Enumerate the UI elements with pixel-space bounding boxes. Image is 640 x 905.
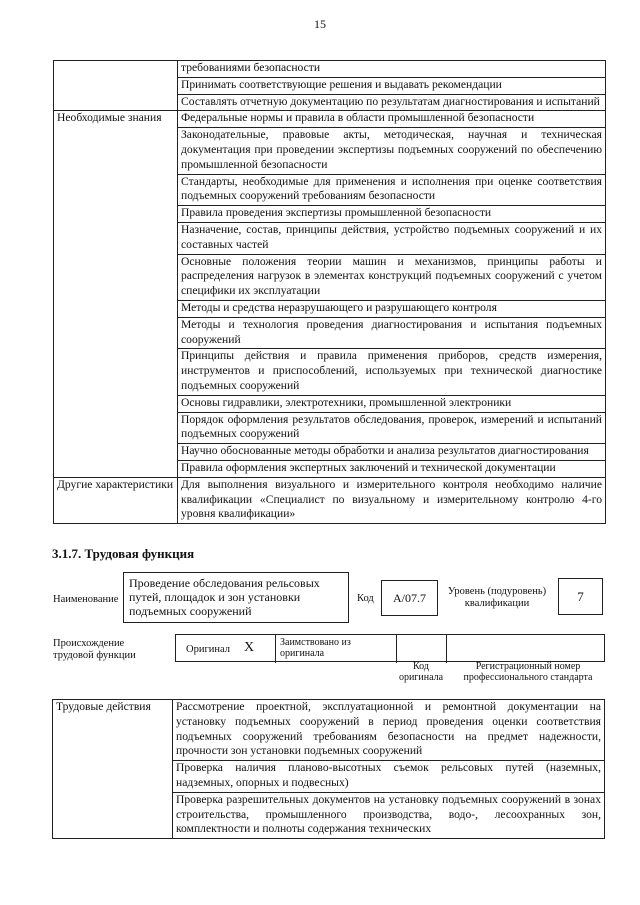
row-item: Методы и технология проведения диагностирования и испытания подъемных сооружений xyxy=(178,317,606,349)
code-label: Код xyxy=(357,593,374,604)
origin-divider-1 xyxy=(275,635,276,663)
origin-divider-2 xyxy=(396,635,397,663)
row-item: Основные положения теории машин и механизмов, принципы работы и распределения нагрузок в элементах конструкций подъемных сооружений с учетом специфики их эксплуатации xyxy=(178,254,606,300)
row-item: Составлять отчетную документацию по результатам диагностирования и испытаний xyxy=(178,94,606,111)
row-item: Научно обоснованные методы обработки и анализа результатов диагностирования xyxy=(178,444,606,461)
borrowed-label: Заимствовано из оригинала xyxy=(280,637,351,659)
row-item: Правила проведения экспертизы промышленной безопасности xyxy=(178,206,606,223)
level-value: 7 xyxy=(577,589,584,604)
level-label: Уровень (подуровень) квалификации xyxy=(447,586,547,609)
row-item: Федеральные нормы и правила в области промышленной безопасности xyxy=(178,111,606,128)
table-row xyxy=(54,477,606,523)
reg-caption: Регистрационный номер профессионального стандарта xyxy=(463,661,593,683)
table-row xyxy=(54,61,606,78)
page-number: 15 xyxy=(314,17,326,31)
table-row xyxy=(54,111,606,128)
requirements-table xyxy=(53,60,606,524)
function-name-box xyxy=(123,572,349,623)
row-item: Проверка наличия планово-высотных съемок рельсовых путей (наземных, надземных, опорных и подвесных) xyxy=(173,761,605,793)
row-item: Основы гидравлики, электротехники, промышленной электроники xyxy=(178,395,606,412)
actions-table xyxy=(52,699,605,839)
origin-divider-3 xyxy=(446,635,447,663)
name-label: Наименование xyxy=(53,594,119,605)
row-label xyxy=(54,61,178,111)
function-name: Проведение обследования рельсовых путей, площадок и зон установки подъемных сооружений xyxy=(129,576,320,618)
row-item: Принимать соответствующие решения и выдавать рекомендации xyxy=(178,77,606,94)
row-item: Методы и средства неразрушающего и разрушающего контроля xyxy=(178,300,606,317)
row-item: Рассмотрение проектной, эксплуатационной и ремонтной документации на установку подъемных сооружений в период проведения оценки соответствия подъемных сооружений требованиям безопасности на предмет надежности, прочности зон установки подъемных сооружений xyxy=(173,700,605,761)
row-label: Другие характеристики xyxy=(54,477,178,523)
origin-label: Происхождение трудовой функции xyxy=(53,638,136,661)
row-label: Трудовые действия xyxy=(53,700,173,839)
original-label: Оригинал xyxy=(186,644,230,655)
original-mark: X xyxy=(244,640,255,655)
code-box xyxy=(381,580,438,616)
origin-row xyxy=(175,634,605,662)
row-label: Необходимые знания xyxy=(54,111,178,477)
row-item: Назначение, состав, принципы действия, устройство подъемных сооружений и их составных частей xyxy=(178,222,606,254)
code-value: А/07.7 xyxy=(393,591,426,605)
row-item: Порядок оформления результатов обследования, проверок, измерений и испытаний подъемных сооружений xyxy=(178,412,606,444)
row-item: Проверка разрешительных документов на установку подъемных сооружений в зонах строительства, промышленного производства, водо-, лесоохранных зон, комплектности и полноты содержания технических xyxy=(173,792,605,838)
row-item: Для выполнения визуального и измерительного контроля необходимо наличие квалификации «Специалист по визуальному и измерительному контролю 4-го уровня квалификации» xyxy=(178,477,606,523)
code-caption: Код оригинала xyxy=(398,661,444,683)
row-item: Принципы действия и правила применения приборов, средств измерения, инструментов и приспособлений, используемых при технической диагностике подъемных сооружений xyxy=(178,349,606,395)
row-item: Правила оформления экспертных заключений и технической документации xyxy=(178,460,606,477)
table-row xyxy=(53,700,605,761)
level-box xyxy=(558,578,603,615)
row-item: Стандарты, необходимые для применения и исполнения при оценке соответствия подъемных сооружений требованиям безопасности xyxy=(178,174,606,206)
section-title: 3.1.7. Трудовая функция xyxy=(52,546,195,561)
row-item: Законодательные, правовые акты, методическая, научная и техническая документация при проведении экспертизы подъемных сооружений по обеспечению промышленной безопасности xyxy=(178,128,606,174)
row-item: требованиями безопасности xyxy=(178,61,606,78)
